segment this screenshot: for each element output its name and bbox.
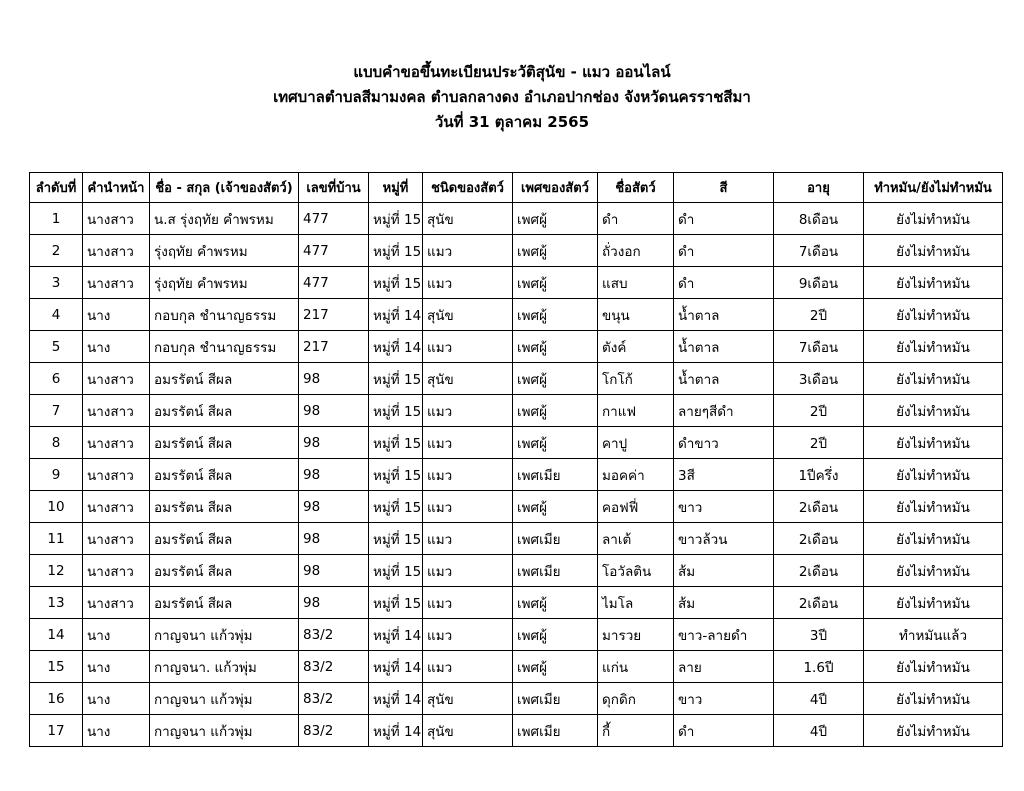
table-row [30,555,1003,587]
cell-animal-name: ไมโล [598,587,674,619]
cell-sterilization-status: ยังไม่ทำหมัน [864,523,1003,555]
cell-animal-sex: เพศผู้ [513,395,598,427]
cell-village-number: หมู่ที่ 15 [369,555,423,587]
cell-house-number: 98 [299,395,369,427]
cell-owner-name: กาญจนา แก้วพุ่ม [150,683,299,715]
cell-animal-type: แมว [423,427,513,459]
cell-animal-sex: เพศผู้ [513,587,598,619]
cell-village-number: หมู่ที่ 14 [369,619,423,651]
cell-title-prefix: นาง [83,619,150,651]
document-subtitle: เทศบาลตำบลสีมามงคล ตำบลกลางดง อำเภอปากช่อง จังหวัดนครราชสีมา [273,88,751,106]
cell-owner-name: กาญจนา. แก้วพุ่ม [150,651,299,683]
cell-sterilization-status: ยังไม่ทำหมัน [864,203,1003,235]
table-row [30,331,1003,363]
cell-sterilization-status: ยังไม่ทำหมัน [864,363,1003,395]
cell-animal-sex: เพศผู้ [513,203,598,235]
cell-house-number: 83/2 [299,683,369,715]
cell-sterilization-status: ยังไม่ทำหมัน [864,587,1003,619]
cell-house-number: 98 [299,427,369,459]
cell-animal-type: แมว [423,331,513,363]
cell-title-prefix: นางสาว [83,523,150,555]
column-header-animal-sex: เพศของสัตว์ [513,173,598,203]
cell-title-prefix: นางสาว [83,459,150,491]
cell-color: น้ำตาล [674,363,774,395]
cell-age: 2เดือน [774,587,864,619]
cell-animal-name: ดุกดิก [598,683,674,715]
column-header-animal-type: ชนิดของสัตว์ [423,173,513,203]
cell-sterilization-status: ยังไม่ทำหมัน [864,715,1003,747]
cell-sterilization-status: ยังไม่ทำหมัน [864,299,1003,331]
cell-age: 3ปี [774,619,864,651]
document-header [0,60,1024,135]
cell-title-prefix: นาง [83,299,150,331]
cell-order-number: 9 [30,459,83,491]
table-row [30,651,1003,683]
cell-village-number: หมู่ที่ 15 [369,523,423,555]
cell-owner-name: อมรรัตน์ สีผล [150,587,299,619]
cell-animal-sex: เพศผู้ [513,235,598,267]
cell-house-number: 477 [299,267,369,299]
cell-house-number: 98 [299,363,369,395]
cell-animal-sex: เพศเมีย [513,555,598,587]
cell-order-number: 8 [30,427,83,459]
cell-house-number: 217 [299,331,369,363]
cell-age: 3เดือน [774,363,864,395]
cell-animal-type: แมว [423,587,513,619]
cell-order-number: 4 [30,299,83,331]
cell-title-prefix: นางสาว [83,267,150,299]
table-row [30,491,1003,523]
cell-animal-sex: เพศเมีย [513,459,598,491]
registration-table [29,172,1003,747]
cell-order-number: 6 [30,363,83,395]
cell-owner-name: รุ่งฤทัย คำพรหม [150,267,299,299]
cell-order-number: 7 [30,395,83,427]
cell-order-number: 14 [30,619,83,651]
cell-house-number: 98 [299,459,369,491]
cell-sterilization-status: ยังไม่ทำหมัน [864,491,1003,523]
cell-order-number: 2 [30,235,83,267]
cell-age: 2ปี [774,299,864,331]
table-row [30,235,1003,267]
cell-age: 2ปี [774,427,864,459]
cell-animal-name: คอฟฟี่ [598,491,674,523]
cell-owner-name: กาญจนา แก้วพุ่ม [150,619,299,651]
cell-title-prefix: นางสาว [83,555,150,587]
table-row [30,523,1003,555]
cell-order-number: 5 [30,331,83,363]
cell-house-number: 83/2 [299,651,369,683]
cell-color: ดำ [674,203,774,235]
cell-animal-type: สุนัข [423,363,513,395]
cell-village-number: หมู่ที่ 14 [369,683,423,715]
cell-title-prefix: นางสาว [83,235,150,267]
cell-age: 9เดือน [774,267,864,299]
cell-animal-type: สุนัข [423,715,513,747]
cell-title-prefix: นางสาว [83,491,150,523]
cell-house-number: 217 [299,299,369,331]
cell-age: 2ปี [774,395,864,427]
cell-owner-name: อมรรัตน์ สีผล [150,555,299,587]
cell-color: 3สี [674,459,774,491]
column-header-owner-name: ชื่อ - สกุล (เจ้าของสัตว์) [150,173,299,203]
cell-animal-type: แมว [423,555,513,587]
cell-animal-sex: เพศเมีย [513,683,598,715]
cell-owner-name: อมรรัตน์ สีผล [150,427,299,459]
cell-title-prefix: นาง [83,683,150,715]
column-header-age: อายุ [774,173,864,203]
cell-color: ขาว [674,683,774,715]
column-header-order-number: ลำดับที่ [30,173,83,203]
cell-title-prefix: นาง [83,715,150,747]
cell-animal-type: สุนัข [423,683,513,715]
cell-animal-type: แมว [423,619,513,651]
table-row [30,395,1003,427]
cell-animal-sex: เพศผู้ [513,363,598,395]
cell-color: ดำ [674,267,774,299]
cell-house-number: 98 [299,491,369,523]
cell-title-prefix: นางสาว [83,395,150,427]
cell-order-number: 13 [30,587,83,619]
cell-color: ลาย [674,651,774,683]
cell-animal-type: แมว [423,235,513,267]
cell-sterilization-status: ยังไม่ทำหมัน [864,683,1003,715]
cell-title-prefix: นางสาว [83,587,150,619]
column-header-title-prefix: คำนำหน้า [83,173,150,203]
cell-animal-sex: เพศผู้ [513,267,598,299]
cell-age: 4ปี [774,683,864,715]
cell-color: น้ำตาล [674,331,774,363]
cell-title-prefix: นางสาว [83,363,150,395]
cell-owner-name: อมรรัตน์ สีผล [150,459,299,491]
cell-animal-sex: เพศผู้ [513,331,598,363]
cell-color: ดำ [674,715,774,747]
cell-animal-name: แก่น [598,651,674,683]
cell-owner-name: อมรรัตน สีผล [150,491,299,523]
cell-sterilization-status: ยังไม่ทำหมัน [864,651,1003,683]
cell-animal-name: ลาเต้ [598,523,674,555]
column-header-village-number: หมู่ที่ [369,173,423,203]
cell-owner-name: อมรรัตน์ สีผล [150,363,299,395]
cell-house-number: 98 [299,523,369,555]
cell-house-number: 477 [299,203,369,235]
cell-owner-name: อมรรัตน์ สีผล [150,395,299,427]
cell-village-number: หมู่ที่ 15 [369,459,423,491]
cell-age: 8เดือน [774,203,864,235]
cell-title-prefix: นาง [83,651,150,683]
cell-age: 7เดือน [774,331,864,363]
cell-age: 2เดือน [774,491,864,523]
cell-owner-name: น.ส รุ่งฤทัย คำพรหม [150,203,299,235]
cell-owner-name: อมรรัตน์ สีผล [150,523,299,555]
table-header-row [30,173,1003,203]
table-row [30,587,1003,619]
cell-animal-type: แมว [423,523,513,555]
cell-sterilization-status: ยังไม่ทำหมัน [864,395,1003,427]
cell-order-number: 16 [30,683,83,715]
cell-color: น้ำตาล [674,299,774,331]
cell-village-number: หมู่ที่ 15 [369,267,423,299]
cell-sterilization-status: ยังไม่ทำหมัน [864,235,1003,267]
cell-title-prefix: นางสาว [83,427,150,459]
cell-order-number: 1 [30,203,83,235]
cell-village-number: หมู่ที่ 14 [369,651,423,683]
cell-sterilization-status: ทำหมันแล้ว [864,619,1003,651]
cell-village-number: หมู่ที่ 15 [369,203,423,235]
cell-house-number: 477 [299,235,369,267]
cell-animal-type: สุนัข [423,299,513,331]
cell-animal-sex: เพศผู้ [513,299,598,331]
cell-animal-type: แมว [423,459,513,491]
cell-owner-name: กาญจนา แก้วพุ่ม [150,715,299,747]
cell-animal-sex: เพศผู้ [513,427,598,459]
cell-animal-name: กาแฟ [598,395,674,427]
cell-owner-name: กอบกุล ชำนาญธรรม [150,299,299,331]
cell-color: ดำ [674,235,774,267]
cell-house-number: 83/2 [299,715,369,747]
cell-animal-sex: เพศผู้ [513,619,598,651]
cell-title-prefix: นาง [83,331,150,363]
cell-color: ขาวล้วน [674,523,774,555]
table-body [30,203,1003,747]
cell-village-number: หมู่ที่ 15 [369,491,423,523]
cell-order-number: 11 [30,523,83,555]
cell-order-number: 15 [30,651,83,683]
cell-color: ขาว [674,491,774,523]
table-row [30,363,1003,395]
cell-age: 1.6ปี [774,651,864,683]
document-date: วันที่ 31 ตุลาคม 2565 [434,113,590,131]
cell-village-number: หมู่ที่ 14 [369,299,423,331]
cell-owner-name: รุ่งฤทัย คำพรหม [150,235,299,267]
cell-animal-name: ดำ [598,203,674,235]
cell-title-prefix: นางสาว [83,203,150,235]
table-row [30,203,1003,235]
cell-age: 4ปี [774,715,864,747]
cell-color: ดำขาว [674,427,774,459]
cell-sterilization-status: ยังไม่ทำหมัน [864,331,1003,363]
cell-animal-sex: เพศเมีย [513,715,598,747]
table-row [30,267,1003,299]
cell-animal-type: แมว [423,491,513,523]
cell-village-number: หมู่ที่ 14 [369,715,423,747]
cell-house-number: 98 [299,555,369,587]
cell-village-number: หมู่ที่ 15 [369,427,423,459]
cell-animal-name: แสบ [598,267,674,299]
cell-animal-type: แมว [423,267,513,299]
cell-village-number: หมู่ที่ 14 [369,331,423,363]
cell-animal-sex: เพศผู้ [513,491,598,523]
cell-village-number: หมู่ที่ 15 [369,363,423,395]
cell-animal-sex: เพศเมีย [513,523,598,555]
column-header-sterilization-status: ทำหมัน/ยังไม่ทำหมัน [864,173,1003,203]
cell-animal-type: แมว [423,651,513,683]
cell-animal-name: ขนุน [598,299,674,331]
cell-village-number: หมู่ที่ 15 [369,235,423,267]
cell-age: 7เดือน [774,235,864,267]
cell-sterilization-status: ยังไม่ทำหมัน [864,555,1003,587]
cell-animal-name: โกโก้ [598,363,674,395]
cell-animal-type: แมว [423,395,513,427]
cell-sterilization-status: ยังไม่ทำหมัน [864,267,1003,299]
cell-age: 2เดือน [774,555,864,587]
cell-age: 1ปีครึ่ง [774,459,864,491]
cell-order-number: 12 [30,555,83,587]
cell-animal-name: กี้ [598,715,674,747]
cell-animal-name: โอวัลติน [598,555,674,587]
cell-animal-name: มอคค่า [598,459,674,491]
cell-animal-name: ตังค์ [598,331,674,363]
cell-color: ลายๆสีดำ [674,395,774,427]
cell-color: ขาว-ลายดำ [674,619,774,651]
cell-sterilization-status: ยังไม่ทำหมัน [864,427,1003,459]
table-row [30,619,1003,651]
cell-animal-type: สุนัข [423,203,513,235]
table-row [30,715,1003,747]
column-header-color: สี [674,173,774,203]
cell-animal-name: ถั่วงอก [598,235,674,267]
cell-village-number: หมู่ที่ 15 [369,395,423,427]
cell-order-number: 3 [30,267,83,299]
table-row [30,427,1003,459]
cell-age: 2เดือน [774,523,864,555]
cell-animal-sex: เพศผู้ [513,651,598,683]
document-title: แบบคำขอขึ้นทะเบียนประวัติสุนัข - แมว ออนไลน์ [353,63,671,81]
cell-animal-name: คาปู [598,427,674,459]
table-row [30,459,1003,491]
cell-house-number: 83/2 [299,619,369,651]
cell-sterilization-status: ยังไม่ทำหมัน [864,459,1003,491]
cell-order-number: 10 [30,491,83,523]
cell-house-number: 98 [299,587,369,619]
column-header-house-number: เลขที่บ้าน [299,173,369,203]
cell-color: ส้ม [674,555,774,587]
table-row [30,299,1003,331]
cell-order-number: 17 [30,715,83,747]
cell-animal-name: มารวย [598,619,674,651]
column-header-animal-name: ชื่อสัตว์ [598,173,674,203]
table-row [30,683,1003,715]
cell-color: ส้ม [674,587,774,619]
cell-village-number: หมู่ที่ 15 [369,587,423,619]
cell-owner-name: กอบกุล ชำนาญธรรม [150,331,299,363]
